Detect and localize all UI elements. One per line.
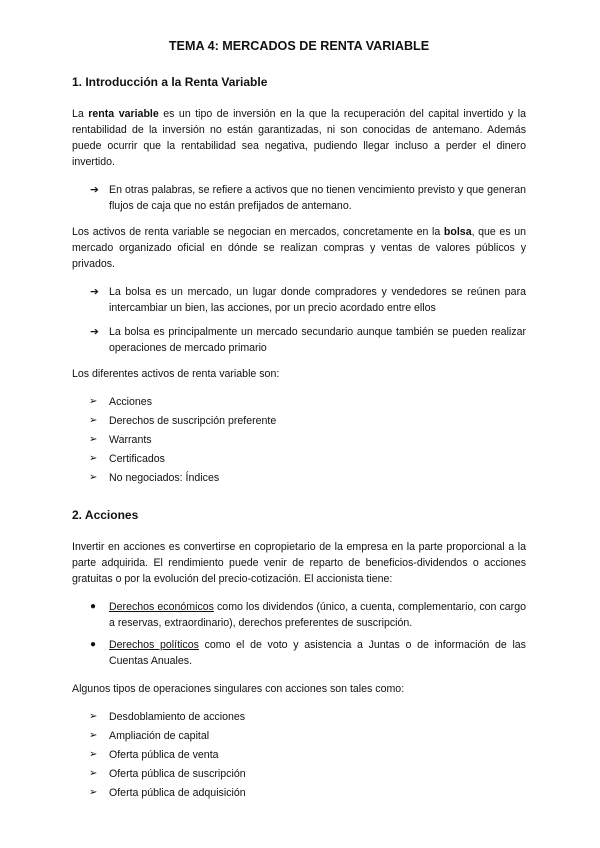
list-item: [72, 432, 526, 451]
section2-paragraph-2: Algunos tipos de operaciones singulares con acciones son tales como:: [72, 683, 405, 695]
section2-paragraph-1: Invertir en acciones es convertirse en copropietario de la empresa en la parte proporcional a la parte adquirida. El rendimiento puede venir de reparto de beneficios-dividendos o acciones gratuitas o por la evolución del precio-cotización. El accionista tiene:: [72, 541, 526, 585]
list-item: [72, 747, 526, 766]
list-item: [72, 766, 526, 785]
arrow-item-text: En otras palabras, se refiere a activos que no tienen vencimiento previsto y que generan flujos de caja que no están prefijados de antemano.: [109, 184, 526, 212]
arrow-item: [72, 324, 526, 356]
list-item: [72, 599, 526, 631]
triangle-bullet-icon: ➢: [89, 787, 98, 798]
arrow-right-icon: ➔: [90, 326, 99, 338]
document-title: TEMA 4: MERCADOS DE RENTA VARIABLE: [168, 39, 430, 53]
rights-list: [72, 599, 526, 669]
operations-list: [72, 709, 526, 804]
triangle-bullet-icon: ➢: [89, 415, 98, 426]
triangle-bullet-icon: ➢: [89, 749, 98, 760]
list-item-text: Derechos de suscripción preferente: [109, 415, 277, 427]
section1-paragraph-1: [72, 106, 526, 170]
bold-term-bolsa: bolsa: [443, 226, 472, 238]
text-run: , que es un mercado organizado oficial en dónde se realizan compras y ventas de valores públicos y privados.: [72, 226, 527, 270]
underlined-term: Derechos económicos: [109, 601, 214, 613]
list-item: [72, 637, 526, 669]
list-item-text: como el de voto y asistencia a Juntas o de información de las Cuentas Anuales.: [109, 639, 526, 667]
list-item-text: Desdoblamiento de acciones: [109, 711, 246, 723]
arrow-item-text: La bolsa es principalmente un mercado secundario aunque también se pueden realizar operaciones de mercado primario: [109, 326, 526, 354]
triangle-bullet-icon: ➢: [89, 711, 98, 722]
triangle-bullet-icon: ➢: [89, 396, 98, 407]
text-run: es un tipo de inversión en la que la recuperación del capital invertido y la rentabilidad de la inversión no están garantizadas, ni son conocidas de antemano. Además puede ocurrir que la rentabilidad sea negativa, pudiendo llegar incluso a perder el dinero invertido.: [72, 108, 526, 168]
list-item: [72, 709, 526, 728]
triangle-bullet-icon: ➢: [89, 730, 98, 741]
section1-paragraph-2: [72, 224, 526, 272]
section2-heading: 2. Acciones: [72, 508, 139, 522]
list-item: [72, 451, 526, 470]
bullet-icon: ●: [90, 601, 97, 612]
arrow-item-text: La bolsa es un mercado, un lugar donde compradores y vendedores se reúnen para intercambiar un bien, las acciones, por un precio acordado entre ellos: [109, 286, 526, 314]
list-item: [72, 785, 526, 804]
triangle-bullet-icon: ➢: [89, 434, 98, 445]
section1-arrow-list-1: [72, 182, 526, 214]
list-item-text: Oferta pública de venta: [109, 749, 219, 761]
bullet-icon: ●: [90, 639, 97, 650]
arrow-item: [72, 182, 526, 214]
list-item-text: Warrants: [109, 434, 152, 446]
list-item: [72, 728, 526, 747]
list-item-text: No negociados: Índices: [109, 472, 220, 484]
list-item-text: Oferta pública de suscripción: [109, 768, 246, 780]
triangle-bullet-icon: ➢: [89, 472, 98, 483]
list-item-text: Oferta pública de adquisición: [109, 787, 246, 799]
triangle-bullet-icon: ➢: [89, 768, 98, 779]
text-run: La: [72, 108, 89, 120]
list-item-text: Certificados: [109, 453, 165, 465]
arrow-right-icon: ➔: [90, 184, 99, 196]
section1-paragraph-3: Los diferentes activos de renta variable son:: [72, 368, 280, 380]
text-run: Los activos de renta variable se negocian en mercados, concretamente en la: [72, 226, 444, 238]
arrow-right-icon: ➔: [90, 286, 99, 298]
list-item-text: Acciones: [109, 396, 152, 408]
section1-arrow-list-2: [72, 284, 526, 356]
list-item: [72, 470, 526, 489]
document-page: [72, 38, 526, 816]
list-item: [72, 413, 526, 432]
list-item-text: Ampliación de capital: [109, 730, 210, 742]
list-item-text: como los dividendos (único, a cuenta, complementario, con cargo a reservas, extraordinario), derechos preferentes de suscripción.: [109, 601, 526, 629]
underlined-term: Derechos políticos: [109, 639, 199, 651]
arrow-item: [72, 284, 526, 316]
bold-term-renta-variable: renta variable: [88, 108, 159, 120]
list-item: [72, 394, 526, 413]
section1-heading: 1. Introducción a la Renta Variable: [72, 75, 268, 89]
assets-list: [72, 394, 526, 489]
triangle-bullet-icon: ➢: [89, 453, 98, 464]
